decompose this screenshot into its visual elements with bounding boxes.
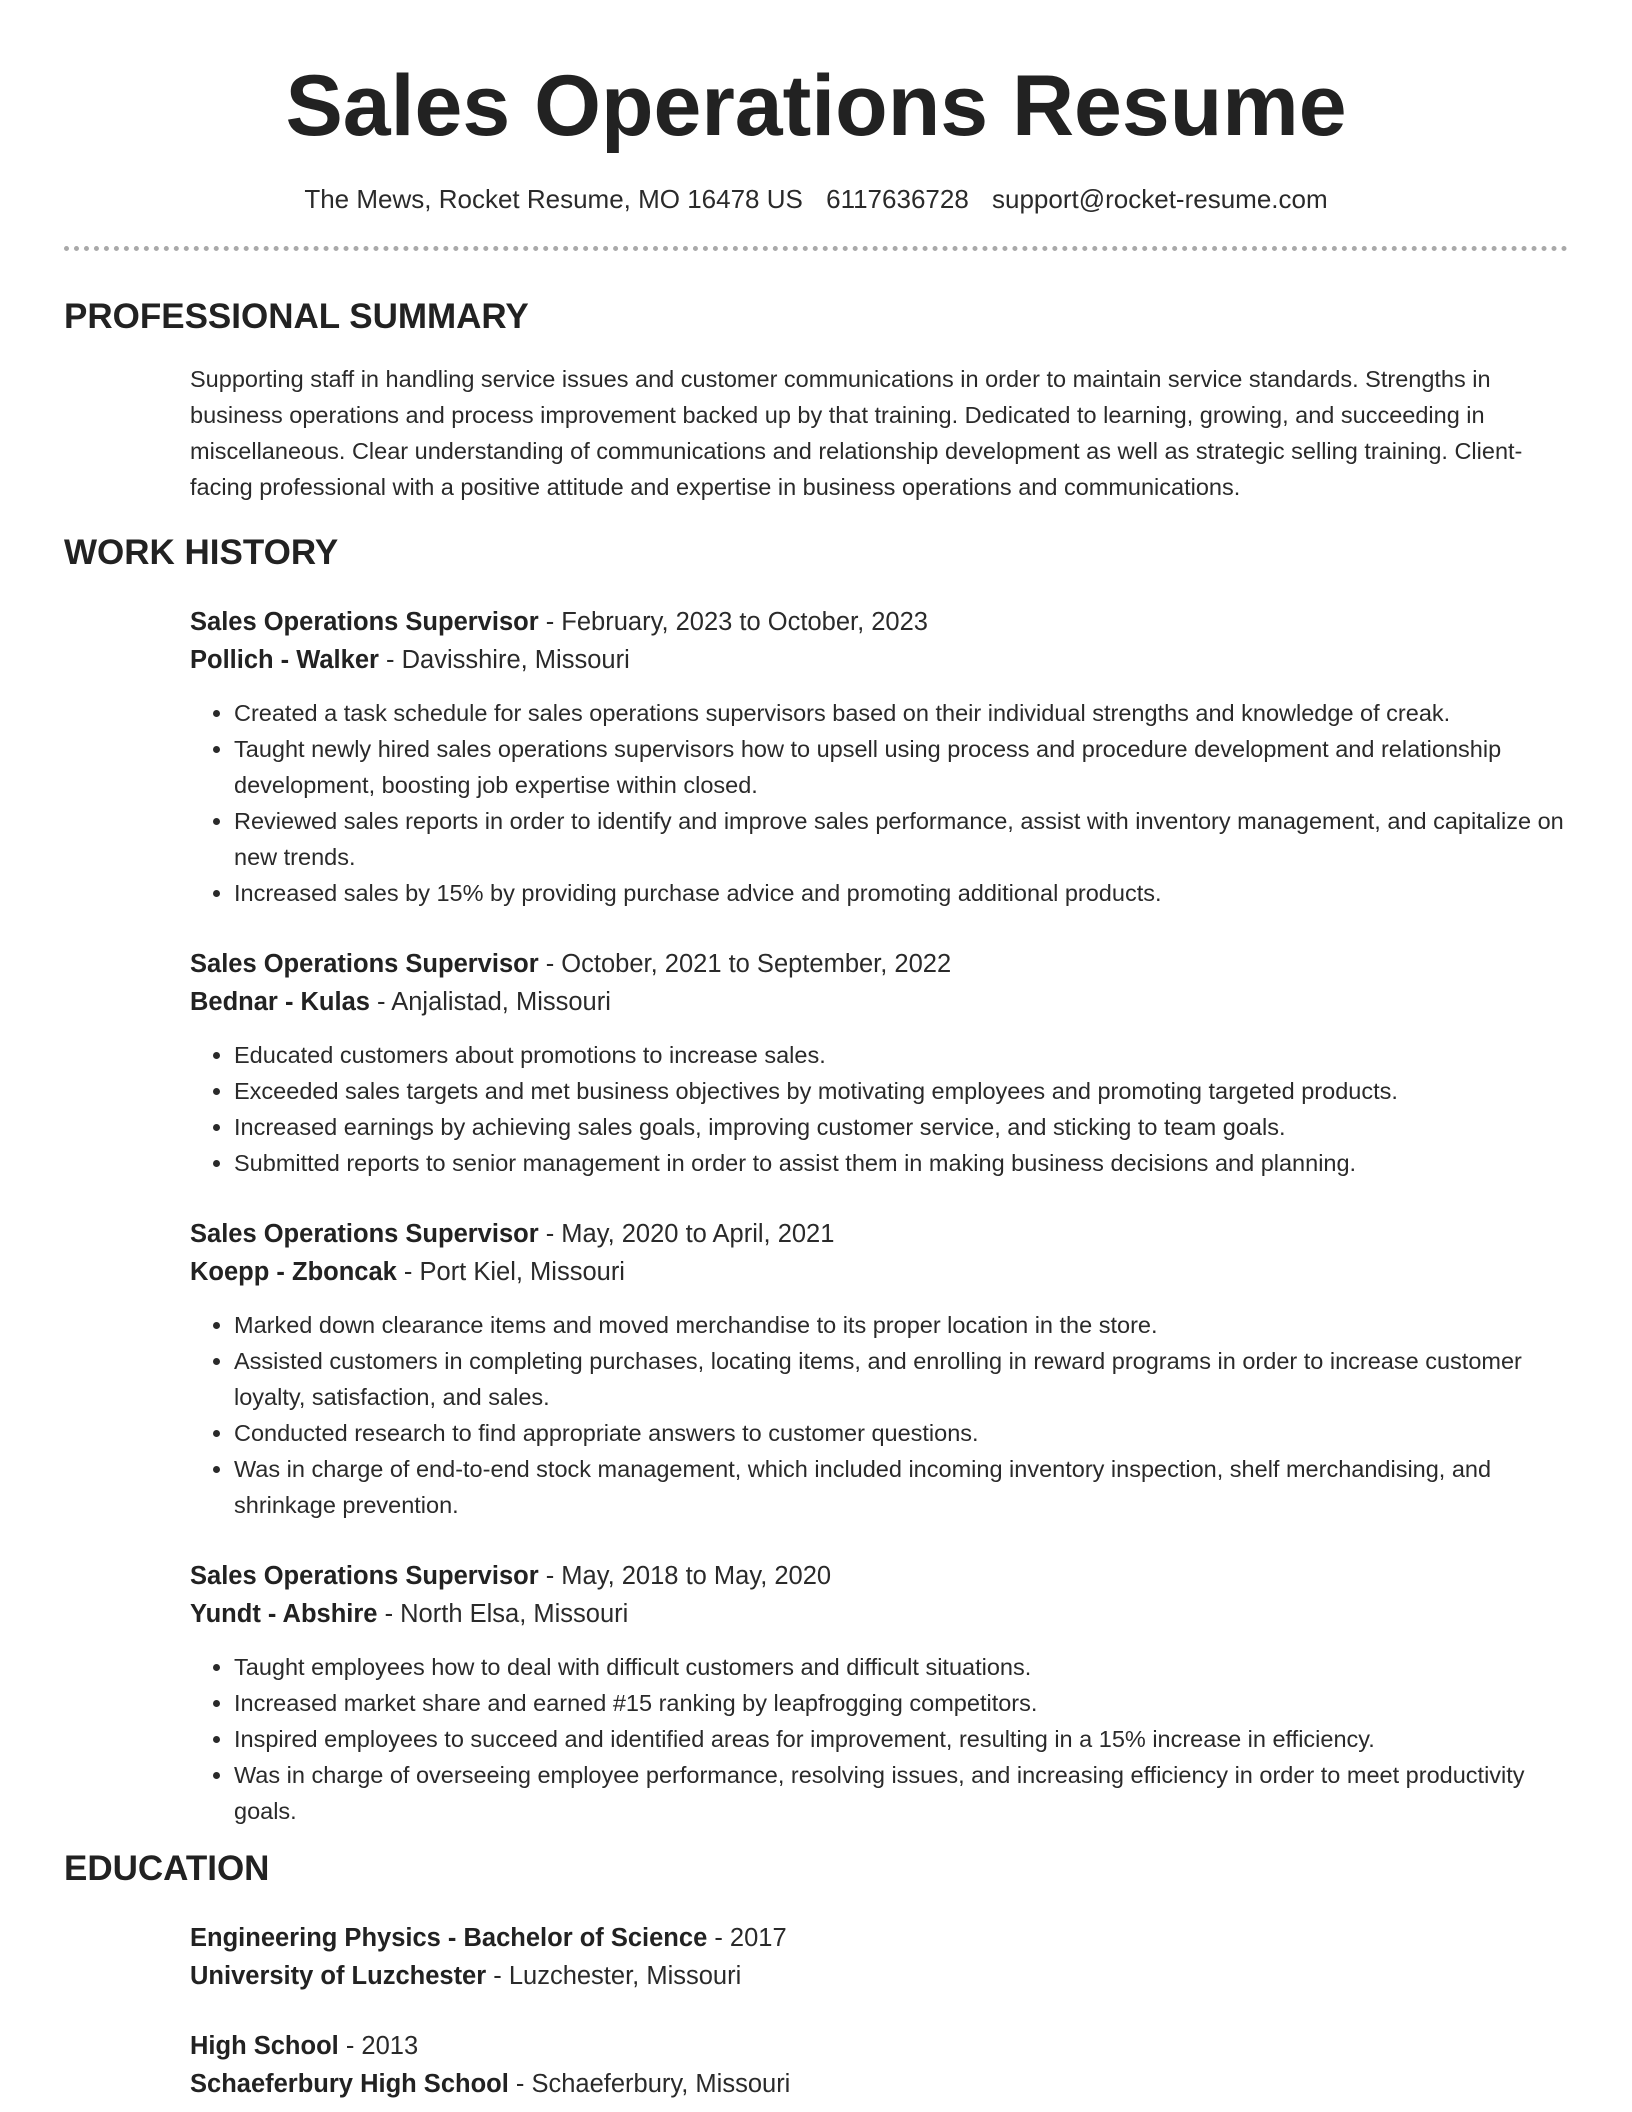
work-history-heading: WORK HISTORY bbox=[64, 533, 339, 572]
job-bullet: • Conducted research to find appropriate answers to customer questions. bbox=[234, 1415, 1568, 1451]
job-location: - North Elsa, Missouri bbox=[377, 1600, 629, 1628]
job-bullet: • Created a task schedule for sales operations supervisors based on their individual strengths and knowledge of creak. bbox=[234, 695, 1568, 731]
job-location: - Davisshire, Missouri bbox=[378, 646, 630, 674]
header-divider bbox=[64, 246, 1568, 251]
resume-title: Sales Operations Resume bbox=[285, 58, 1347, 154]
job-company: Bednar - Kulas bbox=[190, 988, 370, 1016]
job-title: Sales Operations Supervisor bbox=[190, 1220, 539, 1248]
job-location: - Anjalistad, Missouri bbox=[369, 988, 611, 1016]
school-line bbox=[190, 2065, 1568, 2103]
degree: High School bbox=[190, 2032, 339, 2060]
job-company-line bbox=[190, 1595, 1568, 1633]
job-title-line bbox=[190, 945, 1568, 983]
job-bullet: • Increased earnings by achieving sales goals, improving customer service, and sticking to team goals. bbox=[234, 1109, 1568, 1145]
job-bullets bbox=[190, 1037, 1568, 1181]
job-company-line bbox=[190, 983, 1568, 1021]
job-bullet: • Increased market share and earned #15 ranking by leapfrogging competitors. bbox=[234, 1685, 1568, 1721]
job-title-line bbox=[190, 1215, 1568, 1253]
job-location: - Port Kiel, Missouri bbox=[396, 1258, 625, 1286]
school: Schaeferbury High School bbox=[190, 2070, 509, 2098]
education-section bbox=[64, 1847, 1568, 2103]
job-dates: - February, 2023 to October, 2023 bbox=[538, 608, 928, 636]
job-bullets bbox=[190, 695, 1568, 911]
job-bullets bbox=[190, 1307, 1568, 1523]
work-history-section bbox=[64, 531, 1568, 1829]
job-bullet: • Was in charge of end-to-end stock management, which included incoming inventory inspection, shelf merchandising, and shrinkage prevention. bbox=[234, 1451, 1568, 1523]
contact-email: support@rocket-resume.com bbox=[992, 184, 1328, 214]
job-bullet: • Educated customers about promotions to increase sales. bbox=[234, 1037, 1568, 1073]
job-bullet: • Reviewed sales reports in order to identify and improve sales performance, assist with inventory management, and capitalize on new trends. bbox=[234, 803, 1568, 875]
school-line bbox=[190, 1957, 1568, 1995]
job-company: Koepp - Zboncak bbox=[190, 1258, 397, 1286]
job-bullet: • Taught newly hired sales operations supervisors how to upsell using process and procedure development and relationship development, boosting job expertise within closed. bbox=[234, 731, 1568, 803]
education-entry bbox=[190, 2027, 1568, 2103]
job-dates: - May, 2018 to May, 2020 bbox=[538, 1562, 832, 1590]
job-bullets bbox=[190, 1649, 1568, 1829]
job-company-line bbox=[190, 1253, 1568, 1291]
contact-line bbox=[64, 182, 1568, 216]
school-location: - Luzchester, Missouri bbox=[486, 1962, 742, 1990]
contact-address: The Mews, Rocket Resume, MO 16478 US bbox=[304, 184, 803, 214]
degree-year: - 2013 bbox=[338, 2032, 419, 2060]
resume-header bbox=[64, 0, 1568, 216]
job-title-line bbox=[190, 1557, 1568, 1595]
education-heading: EDUCATION bbox=[64, 1849, 270, 1888]
job-bullet: • Exceeded sales targets and met business objectives by motivating employees and promoting targeted products. bbox=[234, 1073, 1568, 1109]
job-bullet: • Assisted customers in completing purchases, locating items, and enrolling in reward programs in order to increase customer loyalty, satisfaction, and sales. bbox=[234, 1343, 1568, 1415]
summary-text: Supporting staff in handling service issues and customer communications in order to maintain service standards. Strengths in business operations and process improvement backed up by that training. Dedicated to learning, growing, and succeeding in miscellaneous. Clear understanding of communications and relationship development as well as strategic selling training. Client-facing professional with a positive attitude and expertise in business operations and communications. bbox=[190, 366, 1523, 500]
job-bullet: • Inspired employees to succeed and identified areas for improvement, resulting in a 15% increase in efficiency. bbox=[234, 1721, 1568, 1757]
job-dates: - May, 2020 to April, 2021 bbox=[538, 1220, 835, 1248]
job-company-line bbox=[190, 641, 1568, 679]
school-location: - Schaeferbury, Missouri bbox=[508, 2070, 791, 2098]
job-entry bbox=[190, 1557, 1568, 1829]
job-dates: - October, 2021 to September, 2022 bbox=[538, 950, 952, 978]
job-title: Sales Operations Supervisor bbox=[190, 608, 539, 636]
job-bullet: • Was in charge of overseeing employee performance, resolving issues, and increasing efficiency in order to meet productivity goals. bbox=[234, 1757, 1568, 1829]
summary-section bbox=[64, 295, 1568, 505]
school: University of Luzchester bbox=[190, 1962, 487, 1990]
job-entry bbox=[190, 603, 1568, 911]
job-bullet: • Increased sales by 15% by providing purchase advice and promoting additional products. bbox=[234, 875, 1568, 911]
contact-phone: 6117636728 bbox=[826, 184, 969, 214]
education-entry bbox=[190, 1919, 1568, 1995]
job-title-line bbox=[190, 603, 1568, 641]
job-bullet: • Marked down clearance items and moved merchandise to its proper location in the store. bbox=[234, 1307, 1568, 1343]
degree-line bbox=[190, 1919, 1568, 1957]
degree-line bbox=[190, 2027, 1568, 2065]
job-company: Yundt - Abshire bbox=[190, 1600, 378, 1628]
summary-heading: PROFESSIONAL SUMMARY bbox=[64, 297, 529, 336]
degree: Engineering Physics - Bachelor of Science bbox=[190, 1924, 708, 1952]
job-bullet: • Submitted reports to senior management in order to assist them in making business decisions and planning. bbox=[234, 1145, 1568, 1181]
degree-year: - 2017 bbox=[707, 1924, 787, 1952]
job-title: Sales Operations Supervisor bbox=[190, 950, 539, 978]
job-bullet: • Taught employees how to deal with difficult customers and difficult situations. bbox=[234, 1649, 1568, 1685]
job-title: Sales Operations Supervisor bbox=[190, 1562, 539, 1590]
job-entry bbox=[190, 1215, 1568, 1523]
job-entry bbox=[190, 945, 1568, 1181]
job-company: Pollich - Walker bbox=[190, 646, 379, 674]
